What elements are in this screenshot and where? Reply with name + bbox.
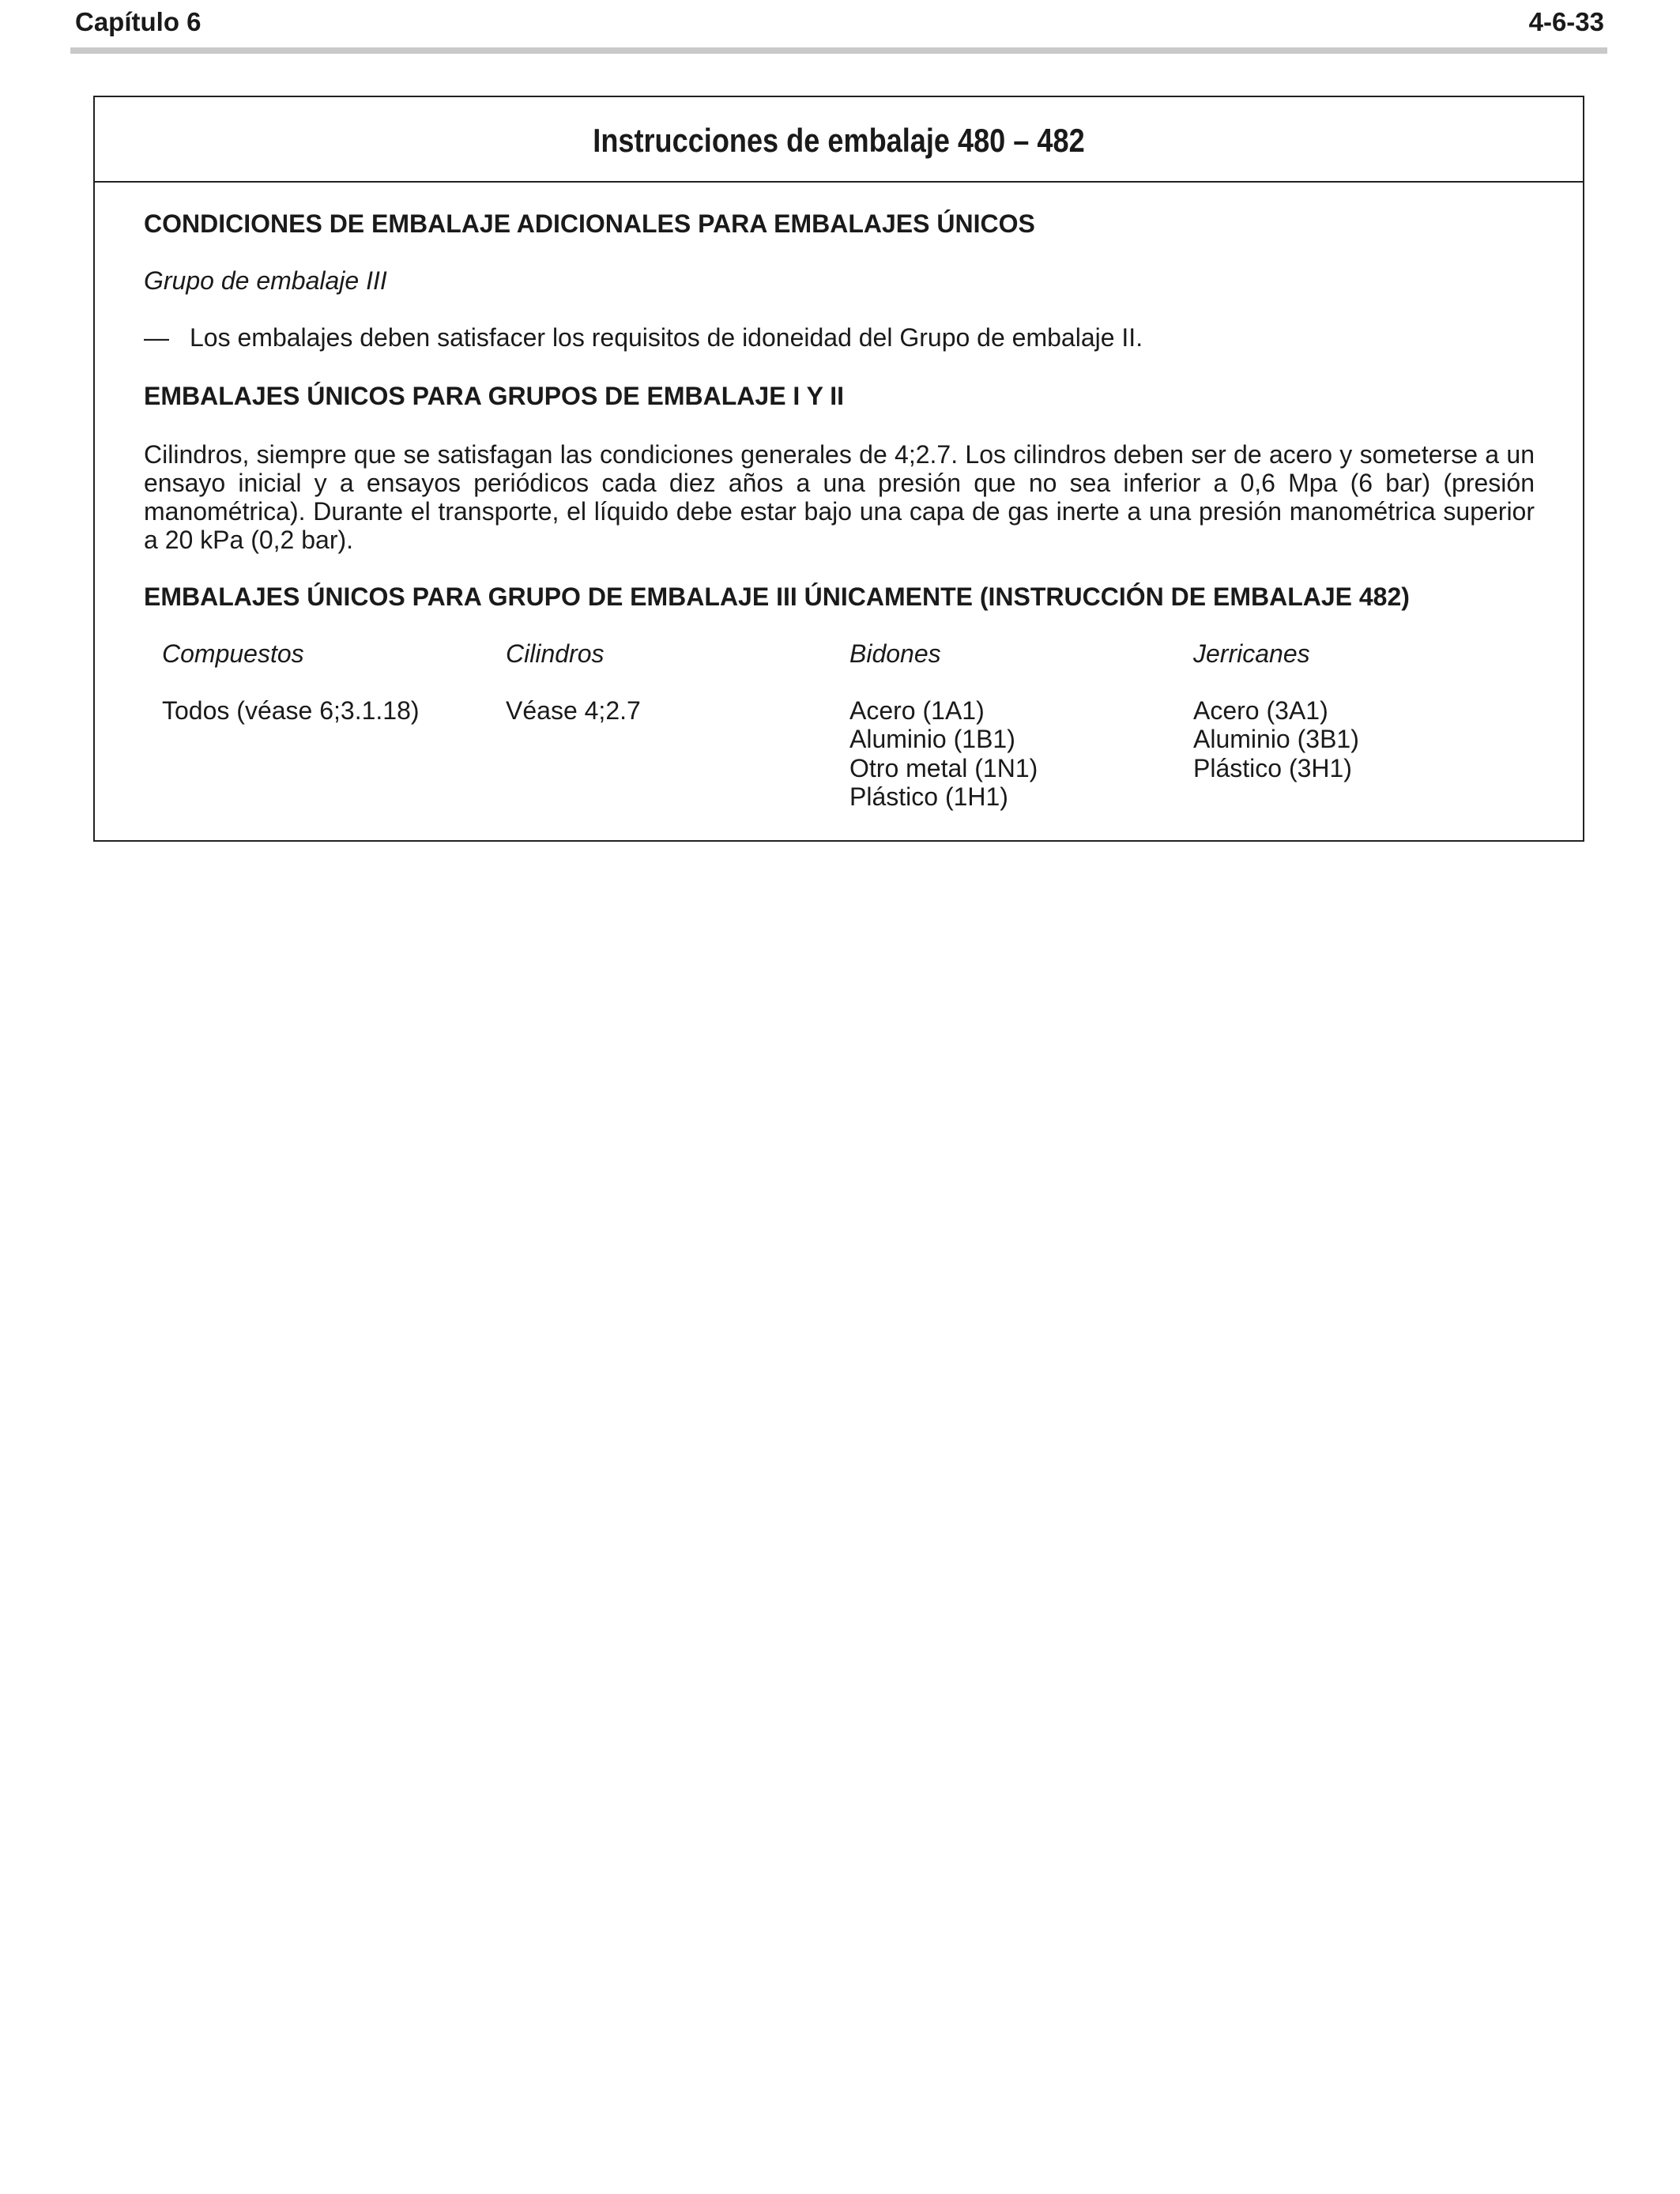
column-header: Jerricanes bbox=[1193, 639, 1310, 668]
column-item: Plástico (3H1) bbox=[1193, 753, 1352, 782]
column-item: Otro metal (1N1) bbox=[849, 753, 1038, 782]
column-jerricanes bbox=[1193, 639, 1359, 782]
running-head bbox=[71, 5, 1606, 40]
column-cilindros bbox=[506, 639, 641, 725]
section-heading-groups-i-ii: EMBALAJES ÚNICOS PARA GRUPOS DE EMBALAJE I Y II bbox=[144, 382, 845, 410]
column-item: Plástico (1H1) bbox=[849, 782, 1008, 811]
bullet-text: Los embalajes deben satisfacer los requisitos de idoneidad del Grupo de embalaje II. bbox=[190, 323, 1143, 352]
page-number: 4-6-33 bbox=[1528, 7, 1604, 36]
box-title: Instrucciones de embalaje 480 – 482 bbox=[593, 122, 1085, 159]
column-item: Aluminio (1B1) bbox=[849, 725, 1015, 753]
header-rule bbox=[70, 47, 1607, 54]
column-item: Acero (1A1) bbox=[849, 696, 985, 725]
chapter-label: Capítulo 6 bbox=[75, 7, 202, 36]
column-header: Compuestos bbox=[162, 639, 304, 668]
column-bidones bbox=[849, 639, 1038, 812]
section-heading-additional-conditions: CONDICIONES DE EMBALAJE ADICIONALES PARA EMBALAJES ÚNICOS bbox=[144, 209, 1035, 238]
column-item: Aluminio (3B1) bbox=[1193, 725, 1359, 753]
column-item: Todos (véase 6;3.1.18) bbox=[162, 696, 420, 725]
column-item: Acero (3A1) bbox=[1193, 696, 1328, 725]
column-header: Cilindros bbox=[506, 639, 605, 668]
bullet-dash: — bbox=[144, 323, 169, 352]
packing-instruction-box bbox=[93, 96, 1584, 842]
column-compuestos bbox=[162, 639, 420, 725]
column-item: Véase 4;2.7 bbox=[506, 696, 641, 725]
box-title-bar bbox=[95, 97, 1583, 183]
section-heading-group-iii: EMBALAJES ÚNICOS PARA GRUPO DE EMBALAJE III ÚNICAMENTE (INSTRUCCIÓN DE EMBALAJE 482) bbox=[144, 582, 1410, 611]
cylinders-paragraph: Cilindros, siempre que se satisfagan las condiciones generales de 4;2.7. Los cilindros deben ser de acero y someterse a un ensayo inicial y a ensayos periódicos cada diez años a una presión que no sea inferior a 0,6 Mpa (6 bar) (presión manométrica). Durante el transporte, el líquido debe estar bajo una capa de gas inerte a una presión manométrica superior a 20 kPa (0,2 bar). bbox=[144, 440, 1535, 554]
packing-group-label: Grupo de embalaje III bbox=[144, 266, 387, 295]
column-header: Bidones bbox=[849, 639, 941, 668]
